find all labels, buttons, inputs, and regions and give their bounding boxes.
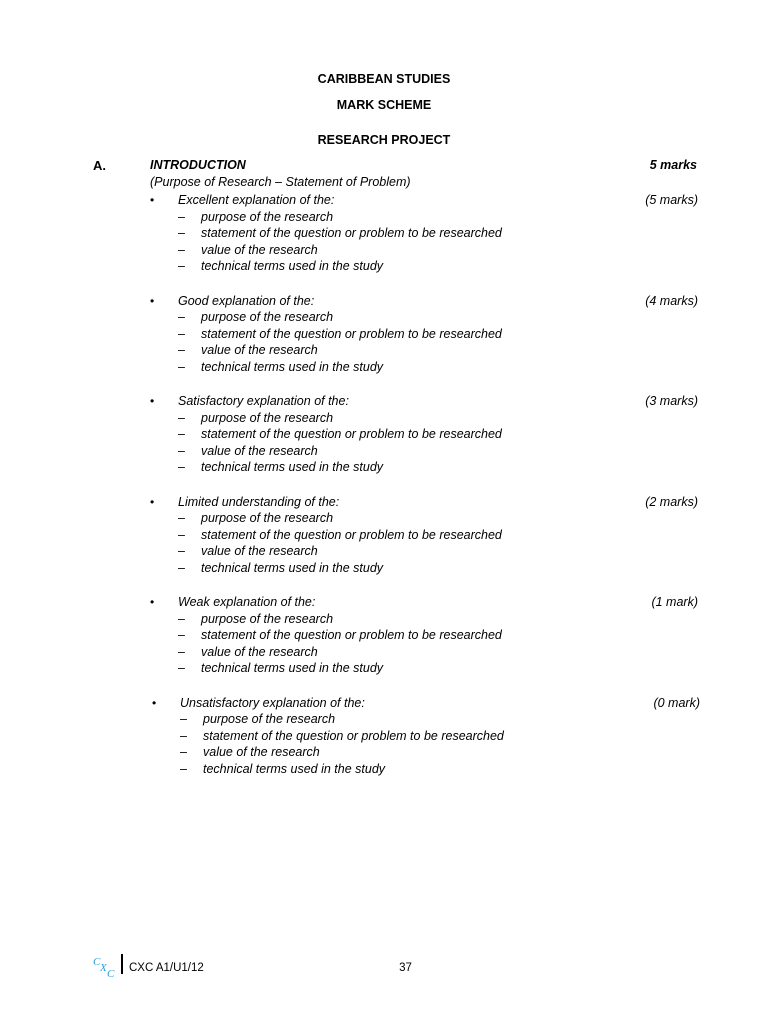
criterion-item [178, 661, 502, 678]
criterion-marks: (1 mark) [651, 595, 698, 610]
criteria-list [0, 193, 768, 797]
criterion-item [178, 561, 502, 578]
criterion-item-text: purpose of the research [201, 310, 334, 325]
cxc-logo-letter-c1: C [93, 956, 101, 968]
criterion-item-text: purpose of the research [201, 611, 334, 626]
criterion-item-text: statement of the question or problem to be researched [201, 628, 502, 643]
dash-icon: – [178, 343, 185, 358]
section-title: INTRODUCTION [150, 158, 246, 172]
dash-icon: – [178, 410, 185, 425]
criterion-item-text: statement of the question or problem to be researched [203, 728, 504, 743]
criterion-item-text: statement of the question or problem to be researched [201, 326, 502, 341]
criterion-items [178, 210, 502, 276]
criterion-header [150, 595, 698, 612]
dash-icon: – [178, 511, 185, 526]
criterion-block [0, 595, 768, 696]
bullet-icon: • [150, 494, 155, 509]
dash-icon: – [178, 661, 185, 676]
criterion-marks: (3 marks) [645, 394, 698, 409]
criterion-item [178, 226, 502, 243]
section-subtitle: (Purpose of Research – Statement of Problem) [150, 175, 411, 189]
dash-icon: – [178, 628, 185, 643]
criterion-header [150, 193, 698, 210]
criterion-items [178, 310, 502, 376]
criterion-item-text: purpose of the research [203, 712, 336, 727]
criterion-item [178, 444, 502, 461]
bullet-icon: • [152, 695, 157, 710]
criterion-item-text: value of the research [201, 443, 318, 458]
subject-heading: CARIBBEAN STUDIES [317, 72, 451, 86]
dash-icon: – [180, 745, 187, 760]
criterion-item [178, 210, 502, 227]
dash-icon: – [178, 611, 185, 626]
criterion-header [150, 394, 698, 411]
dash-icon: – [178, 527, 185, 542]
criterion-item [178, 645, 502, 662]
criterion-item-text: purpose of the research [201, 511, 334, 526]
dash-icon: – [178, 259, 185, 273]
criterion-label: Limited understanding of the: [178, 494, 340, 509]
criterion-item-text: purpose of the research [201, 410, 334, 425]
criterion-header [150, 495, 698, 512]
criterion-item [178, 327, 502, 344]
criterion-items [178, 411, 502, 477]
criterion-header [150, 294, 698, 311]
page-number: 37 [399, 962, 412, 974]
criterion-item-text: technical terms used in the study [201, 560, 384, 575]
criterion-label: Unsatisfactory explanation of the: [180, 695, 365, 710]
dash-icon: – [178, 242, 185, 257]
cxc-logo-letter-c2: C [107, 968, 115, 978]
section-marks: 5 marks [649, 158, 697, 172]
footer-code: CXC A1/U1/12 [129, 962, 204, 974]
criterion-label: Satisfactory explanation of the: [178, 394, 349, 409]
criterion-block [0, 394, 768, 495]
dash-icon: – [178, 644, 185, 659]
section-letter: A. [93, 158, 106, 173]
criterion-items [180, 712, 504, 778]
criterion-item-text: technical terms used in the study [201, 259, 384, 273]
criterion-block [0, 696, 768, 797]
criterion-item-text: technical terms used in the study [201, 359, 384, 374]
dash-icon: – [178, 443, 185, 458]
criterion-item [178, 612, 502, 629]
dash-icon: – [178, 427, 185, 442]
criterion-item-text: technical terms used in the study [201, 661, 384, 676]
criterion-item-text: value of the research [201, 242, 318, 257]
criterion-item [178, 544, 502, 561]
criterion-marks: (5 marks) [645, 193, 698, 207]
criterion-item [178, 460, 502, 477]
criterion-items [178, 511, 502, 577]
criterion-marks: (0 mark) [653, 695, 700, 710]
dash-icon: – [178, 326, 185, 341]
criterion-item [178, 360, 502, 377]
criterion-item [178, 343, 502, 360]
criterion-item-text: technical terms used in the study [203, 761, 386, 776]
criterion-item-text: value of the research [203, 745, 320, 760]
cxc-logo-letter-x: X [100, 962, 107, 974]
document-type-heading: MARK SCHEME [336, 98, 432, 112]
criterion-header [152, 696, 700, 713]
dash-icon: – [180, 761, 187, 776]
criterion-label: Weak explanation of the: [178, 595, 316, 610]
criterion-item-text: statement of the question or problem to be researched [201, 527, 502, 542]
bullet-icon: • [150, 193, 155, 207]
criterion-item [180, 762, 504, 779]
criterion-label: Excellent explanation of the: [178, 193, 335, 207]
criterion-item [178, 528, 502, 545]
criterion-item [178, 628, 502, 645]
criterion-block [0, 294, 768, 395]
criterion-block [0, 193, 768, 294]
dash-icon: – [178, 560, 185, 575]
criterion-item [178, 259, 502, 276]
dash-icon: – [178, 544, 185, 559]
criterion-item [178, 511, 502, 528]
dash-icon: – [180, 728, 187, 743]
criterion-items [178, 612, 502, 678]
criterion-item-text: technical terms used in the study [201, 460, 384, 475]
criterion-item-text: value of the research [201, 644, 318, 659]
criterion-item [178, 243, 502, 260]
dash-icon: – [178, 226, 185, 240]
dash-icon: – [178, 359, 185, 374]
criterion-item [180, 745, 504, 762]
bullet-icon: • [150, 595, 155, 610]
bullet-icon: • [150, 293, 155, 308]
criterion-marks: (4 marks) [645, 293, 698, 308]
criterion-item-text: purpose of the research [201, 209, 334, 224]
criterion-item-text: statement of the question or problem to be researched [201, 226, 502, 240]
paper-heading: RESEARCH PROJECT [317, 133, 451, 147]
criterion-item-text: value of the research [201, 343, 318, 358]
criterion-item [180, 729, 504, 746]
criterion-marks: (2 marks) [645, 494, 698, 509]
bullet-icon: • [150, 394, 155, 409]
dash-icon: – [180, 712, 187, 727]
criterion-item [178, 427, 502, 444]
criterion-item-text: statement of the question or problem to be researched [201, 427, 502, 442]
dash-icon: – [178, 209, 185, 224]
criterion-block [0, 495, 768, 596]
dash-icon: – [178, 460, 185, 475]
criterion-item [178, 411, 502, 428]
criterion-item [180, 712, 504, 729]
criterion-item [178, 310, 502, 327]
criterion-item-text: value of the research [201, 544, 318, 559]
dash-icon: – [178, 310, 185, 325]
criterion-label: Good explanation of the: [178, 293, 315, 308]
